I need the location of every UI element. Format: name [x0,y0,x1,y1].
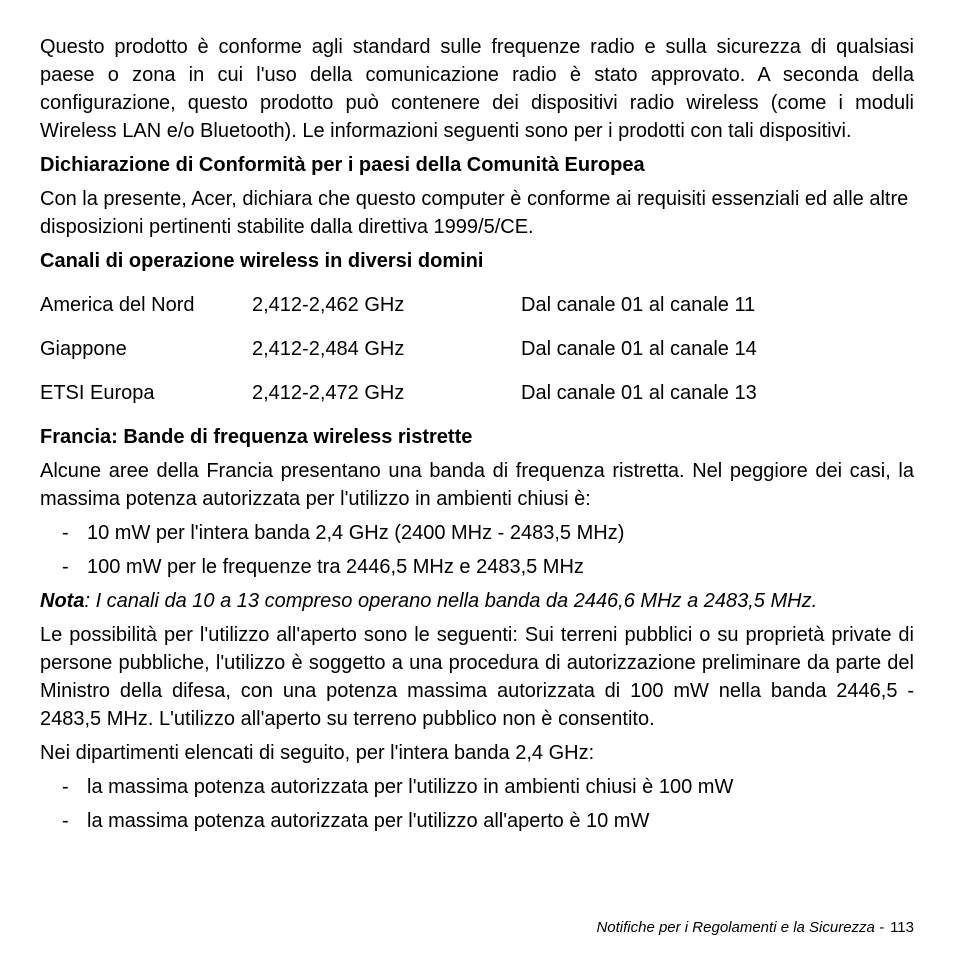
region-cell: America del Nord [40,294,195,316]
heading-ec-declaration: Dichiarazione di Conformità per i paesi della Comunità Europea [40,154,645,176]
bullet-dash: - [62,556,69,578]
list-item-text: 100 mW per le frequenze tra 2446,5 MHz e 2483,5 MHz [87,556,584,578]
list-item [40,807,914,835]
list-item-text: la massima potenza autorizzata per l'utilizzo in ambienti chiusi è 100 mW [87,776,734,798]
list-item [40,519,914,547]
indoor-power-list [40,519,914,581]
frequency-cell: 2,412-2,484 GHz [252,338,405,360]
heading-france-bands: Francia: Bande di frequenza wireless ristrette [40,426,473,448]
region-cell: ETSI Europa [40,382,155,404]
note-paragraph [40,587,914,615]
table-row [40,379,914,407]
france-paragraph: Alcune aree della Francia presentano una banda di frequenza ristretta. Nel peggiore dei casi, la massima potenza autorizzata per l'utilizzo in ambienti chiusi è: [40,460,914,510]
note-label: Nota [40,590,85,612]
departments-power-list [40,773,914,835]
page-number: 113 [890,919,914,936]
intro-paragraph: Questo prodotto è conforme agli standard sulle frequenze radio e sulla sicurezza di qualsiasi paese o zona in cui l'uso della comunicazione radio è stato approvato. A seconda della configurazione, questo prodotto può contenere dei dispositivi radio wireless (come i moduli Wireless LAN e/o Bluetooth). Le informazioni seguenti sono per i prodotti con tali dispositivi. [40,36,914,142]
bullet-dash: - [62,810,69,832]
heading-wireless-channels: Canali di operazione wireless in diversi domini [40,250,484,272]
channels-cell: Dal canale 01 al canale 14 [521,338,757,360]
page-footer [596,918,914,938]
frequency-cell: 2,412-2,462 GHz [252,294,405,316]
table-row [40,291,914,319]
list-item [40,773,914,801]
bullet-dash: - [62,522,69,544]
ec-declaration-paragraph: Con la presente, Acer, dichiara che questo computer è conforme ai requisiti essenziali ed alle altre disposizioni pertinenti stabilite dalla direttiva 1999/5/CE. [40,188,909,238]
channels-cell: Dal canale 01 al canale 13 [521,382,757,404]
outdoor-paragraph: Le possibilità per l'utilizzo all'aperto sono le seguenti: Sui terreni pubblici o su proprietà private di persone pubbliche, l'utilizzo è soggetto a una procedura di autorizzazione preliminare da parte del Ministro della difesa, con una potenza massima autorizzata di 100 mW nella banda 2446,5 - 2483,5 MHz. L'utilizzo all'aperto su terreno pubblico non è consentito. [40,624,914,730]
departments-paragraph: Nei dipartimenti elencati di seguito, per l'intera banda 2,4 GHz: [40,742,595,764]
frequency-cell: 2,412-2,472 GHz [252,382,405,404]
list-item [40,553,914,581]
document-page [40,33,914,841]
channels-cell: Dal canale 01 al canale 11 [521,294,756,316]
bullet-dash: - [62,776,69,798]
list-item-text: la massima potenza autorizzata per l'utilizzo all'aperto è 10 mW [87,810,650,832]
note-text: : I canali da 10 a 13 compreso operano nella banda da 2446,6 MHz a 2483,5 MHz. [84,590,818,612]
channels-table [40,291,914,407]
list-item-text: 10 mW per l'intera banda 2,4 GHz (2400 MHz - 2483,5 MHz) [87,522,625,544]
footer-text: Notifiche per i Regolamenti e la Sicurezza - [596,919,885,936]
table-row [40,335,914,363]
region-cell: Giappone [40,338,127,360]
